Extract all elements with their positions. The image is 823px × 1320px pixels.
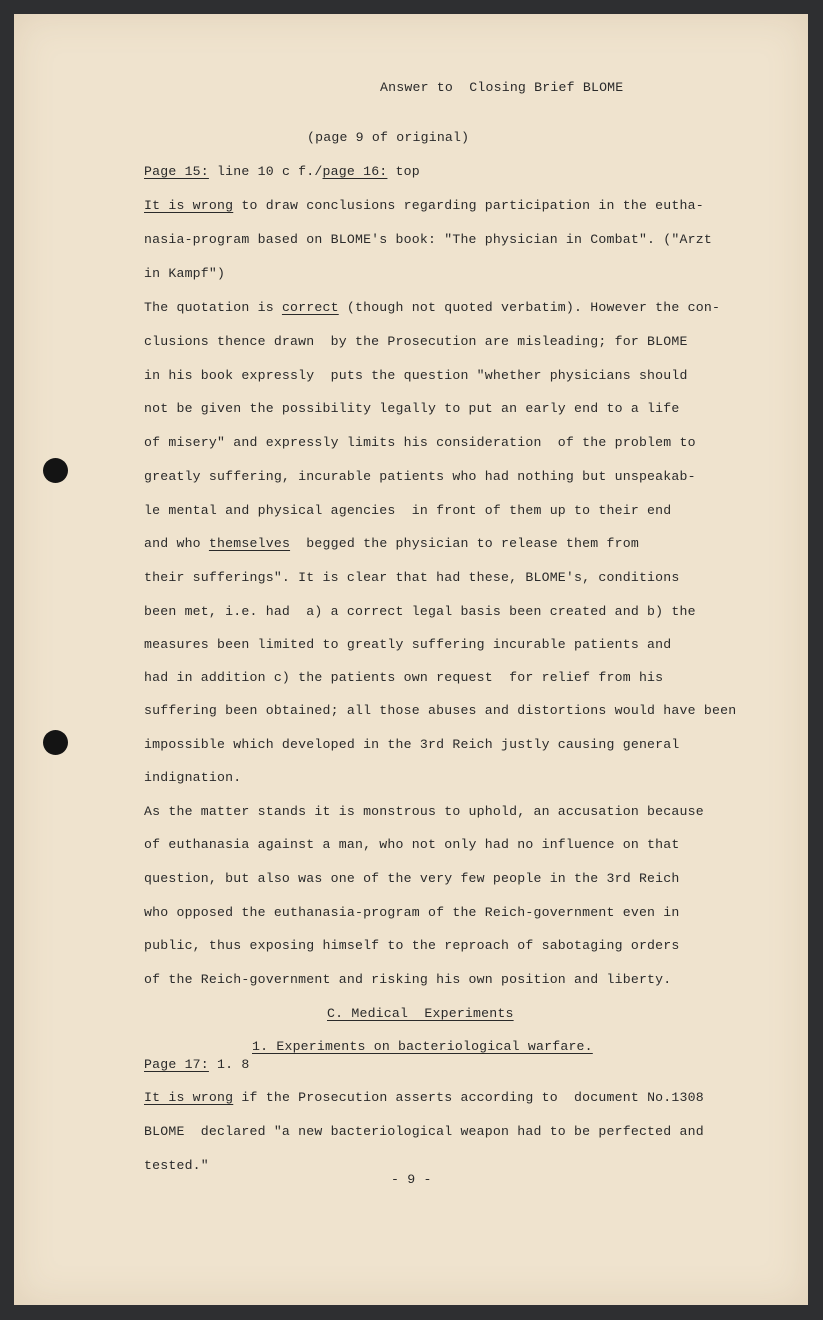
text-line: indignation. <box>144 770 242 785</box>
it-is-wrong-label: It is wrong <box>144 198 234 213</box>
text-line: who opposed the euthanasia-program of the Reich-government even in <box>144 905 680 920</box>
text-line: BLOME declared "a new bacteriological weapon had to be perfected and <box>144 1124 704 1139</box>
text-line: of the Reich-government and risking his own position and liberty. <box>144 972 672 987</box>
text-span: begged the physician to release them from <box>290 536 639 551</box>
punch-hole <box>43 730 68 755</box>
text-line <box>144 198 704 213</box>
text-line: le mental and physical agencies in front of them up to their end <box>144 503 672 518</box>
text-line: measures been limited to greatly suffering incurable patients and <box>144 637 672 652</box>
text-line: in his book expressly puts the question "whether physicians should <box>144 368 688 383</box>
text-line: of euthanasia against a man, who not only had no influence on that <box>144 837 680 852</box>
text-line: question, but also was one of the very few people in the 3rd Reich <box>144 871 680 886</box>
text-line: their sufferings". It is clear that had these, BLOME's, conditions <box>144 570 680 585</box>
text-line: been met, i.e. had a) a correct legal basis been created and b) the <box>144 604 696 619</box>
text-line: had in addition c) the patients own request for relief from his <box>144 670 664 685</box>
page-reference <box>144 164 420 179</box>
section-heading-medical-experiments: C. Medical Experiments <box>327 1006 514 1021</box>
text-line: clusions thence drawn by the Prosecution are misleading; for BLOME <box>144 334 688 349</box>
text-line: suffering been obtained; all those abuses and distortions would have been <box>144 703 737 718</box>
correct-emphasis: correct <box>281 300 339 315</box>
it-is-wrong-label: It is wrong <box>144 1090 234 1105</box>
page-ref-15: Page 15: <box>144 164 209 179</box>
page-ref-17: Page 17: <box>144 1057 209 1072</box>
document-page <box>14 14 808 1305</box>
text-span: The quotation is <box>144 300 282 315</box>
text-line: As the matter stands it is monstrous to uphold, an accusation because <box>144 804 704 819</box>
text-line <box>144 536 639 551</box>
page-number: - 9 - <box>391 1172 432 1187</box>
page-ref-line: line 10 c f./ <box>208 164 323 179</box>
text-line: impossible which developed in the 3rd Reich justly causing general <box>144 737 680 752</box>
text-span: (though not quoted verbatim). However the con- <box>338 300 721 315</box>
text-span: and who <box>144 536 209 551</box>
themselves-emphasis: themselves <box>208 536 291 551</box>
text-span: if the Prosecution asserts according to document No.1308 <box>233 1090 704 1105</box>
header-title: Answer to Closing Brief BLOME <box>380 80 624 95</box>
page-ref-16: page 16: <box>322 164 388 179</box>
page-reference <box>144 1057 250 1072</box>
text-line: not be given the possibility legally to put an early end to a life <box>144 401 680 416</box>
subsection-heading-bacteriological: 1. Experiments on bacteriological warfare. <box>252 1039 593 1054</box>
text-span: 1. 8 <box>208 1057 250 1072</box>
text-line: tested." <box>144 1158 209 1173</box>
text-line: nasia-program based on BLOME's book: "The physician in Combat". ("Arzt <box>144 232 712 247</box>
text-line: public, thus exposing himself to the reproach of sabotaging orders <box>144 938 680 953</box>
punch-hole <box>43 458 68 483</box>
text-span: to draw conclusions regarding participation in the eutha- <box>233 198 704 213</box>
text-line: greatly suffering, incurable patients who had nothing but unspeakab- <box>144 469 696 484</box>
text-line: in Kampf") <box>144 266 226 281</box>
page-ref-top: top <box>387 164 420 179</box>
original-page-note: (page 9 of original) <box>307 130 470 145</box>
text-line <box>144 300 720 315</box>
text-line: of misery" and expressly limits his consideration of the problem to <box>144 435 696 450</box>
text-line <box>144 1090 704 1105</box>
